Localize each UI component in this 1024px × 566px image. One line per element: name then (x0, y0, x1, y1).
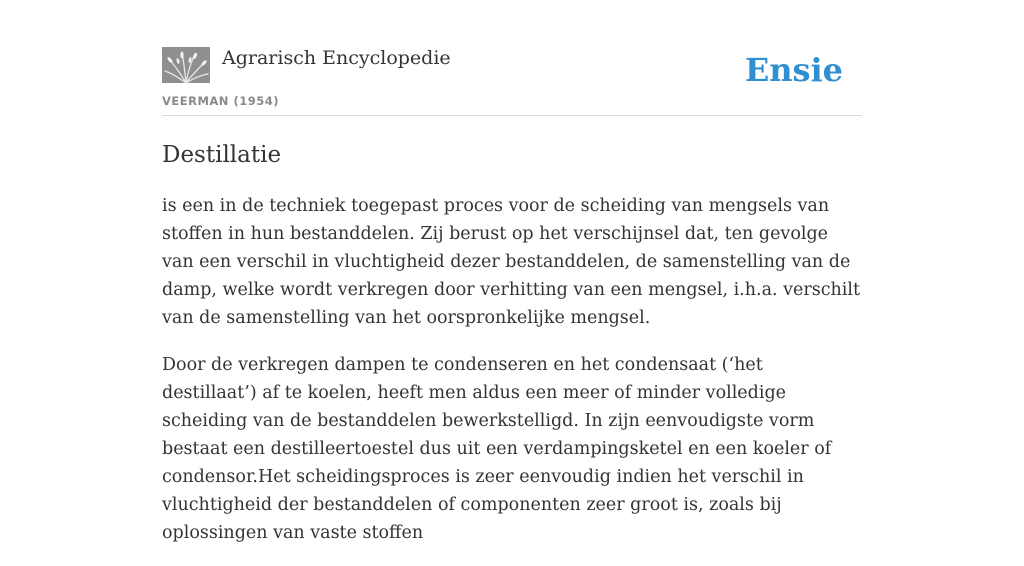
entry-title: Destillatie (162, 142, 282, 168)
source-title[interactable]: Agrarisch Encyclopedie (222, 47, 451, 69)
entry-body (162, 192, 862, 566)
ensie-logo-link[interactable]: Ensie (744, 51, 843, 89)
entry-paragraph: Door de verkregen dampen te condenseren en het condensaat (‘het destillaat’) af te koelen, heeft men aldus een meer of minder volledige scheiding van de bestanddelen bewerkstelligd. In zijn eenvoudigste vorm bestaat een destilleertoestel dus uit een verdampingsketel en een koeler of condensor.Het scheidingsproces is zeer eenvoudig indien het verschil in vluchtigheid der bestanddelen of componenten zeer groot is, zoals bij oplossingen van vaste stoffen (162, 355, 832, 543)
article-container (162, 0, 862, 543)
wheat-logo-icon[interactable] (162, 47, 210, 83)
source-header (162, 0, 862, 116)
entry-paragraph: is een in de techniek toegepast proces voor de scheiding van mengsels van stoffen in hun bestanddelen. Zij berust op het verschijnsel dat, ten gevolge van een verschil in vluchtigheid dezer bestanddelen, de samenstelling van de damp, welke wordt verkregen door verhitting van een mengsel, i.h.a. verschilt van de samenstelling van het oorspronkelijke mengsel. (162, 196, 861, 328)
source-subtitle: VEERMAN (1954) (162, 94, 279, 108)
